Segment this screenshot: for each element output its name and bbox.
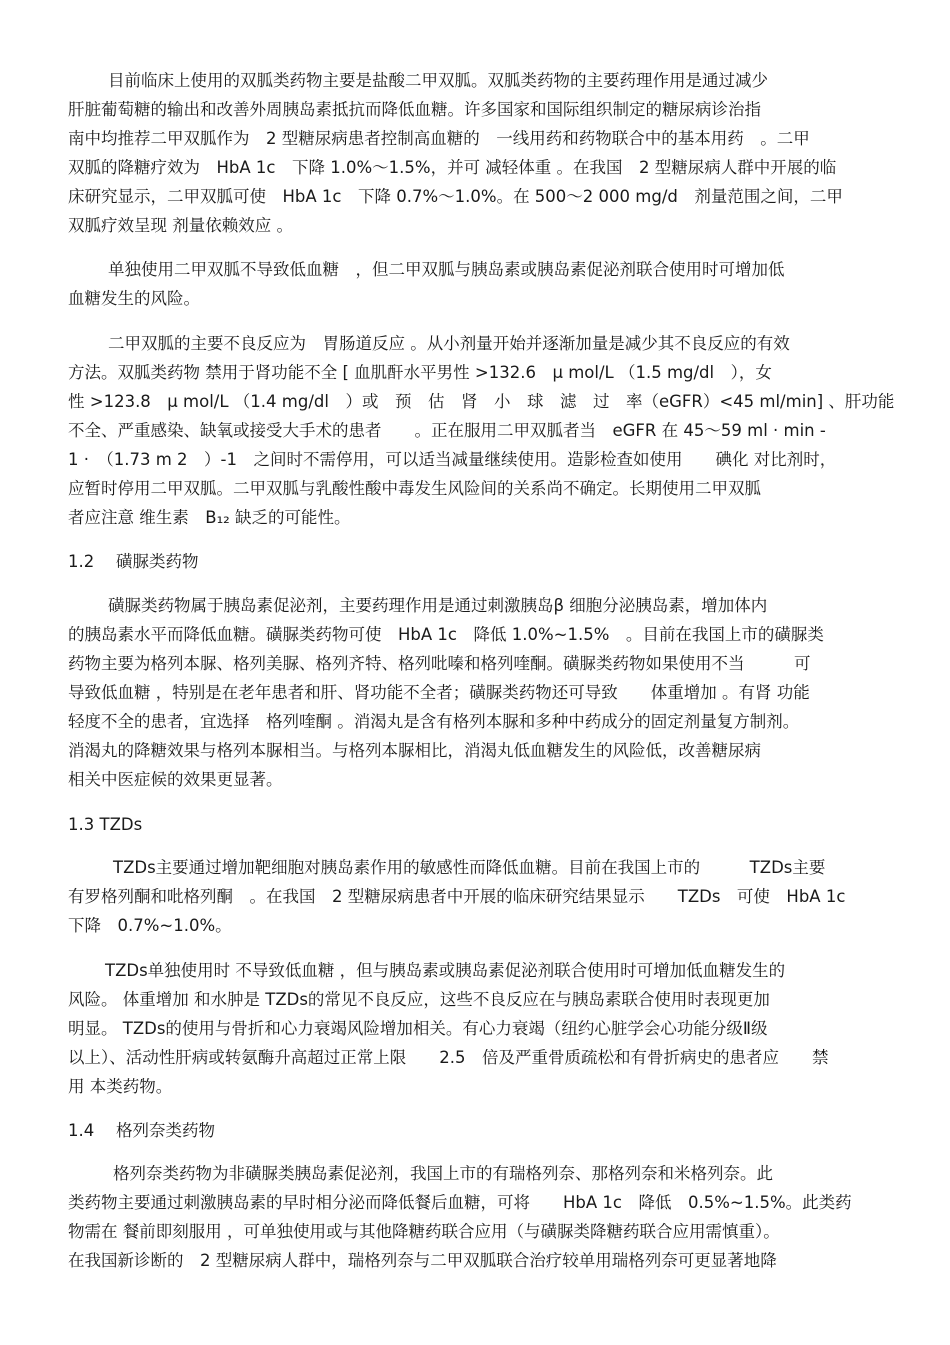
text-line: TZDs单独使用时 不导致低血糖 ，但与胰岛素或胰岛素促泌剂联合使用时可增加低血糖发生的 [105, 961, 786, 980]
text-line: 明显。 TZDs的使用与骨折和心力衰竭风险增加相关。有心力衰竭（纽约心脏学会心功能分级Ⅱ级 [68, 1019, 768, 1038]
text-line: 磺脲类药物属于胰岛素促泌剂，主要药理作用是通过刺激胰岛β 细胞分泌胰岛素，增加体内 [108, 596, 768, 615]
text-line: 双胍疗效呈现 剂量依赖效应 。 [68, 216, 293, 235]
text-line: 床研究显示，二甲双胍可使 HbA 1c 下降 0.7%～1.0%。在 500～2 000 mg/d 剂量范围之间，二甲 [68, 187, 843, 206]
text-line: 以上）、活动性肝病或转氨酶升高超过正常上限 2.5 倍及严重骨质疏松和有骨折病史的患者应 禁 [68, 1048, 829, 1067]
section-heading-tzds: 1.3 TZDs [68, 815, 143, 834]
text-line: 导致低血糖 ，特别是在老年患者和肝、肾功能不全者；磺脲类药物还可导致 体重增加 。有肾 功能 [68, 683, 810, 702]
text-line: 单独使用二甲双胍不导致低血糖 ，但二甲双胍与胰岛素或胰岛素促泌剂联合使用时可增加低 [108, 260, 785, 279]
text-line: 类药物主要通过刺激胰岛素的早时相分泌而降低餐后血糖，可将 HbA 1c 降低 0.5%~1.5%。此类药 [68, 1193, 852, 1212]
text-line: 肝脏葡萄糖的输出和改善外周胰岛素抵抗而降低血糖。许多国家和国际组织制定的糖尿病诊治指 [68, 100, 761, 119]
section-heading-sulfonylureas: 1.2 磺脲类药物 [68, 552, 199, 571]
text-line: 消渴丸的降糖效果与格列本脲相当。与格列本脲相比，消渴丸低血糖发生的风险低，改善糖尿病 [68, 741, 761, 760]
text-line: 物需在 餐前即刻服用 ，可单独使用或与其他降糖药联合应用（与磺脲类降糖药联合应用需慎重）。 [68, 1222, 780, 1241]
text-line: 下降 0.7%~1.0%。 [68, 916, 232, 935]
text-line: 方法。双胍类药物 禁用于肾功能不全 [ 血肌酐水平男性 >132.6 μ mol/L （1.5 mg/dl ），女 [68, 363, 772, 382]
text-line: 1 · （1.73 m 2 ）-1 之间时不需停用，可以适当减量继续使用。造影检查如使用 碘化 对比剂时， [68, 450, 837, 469]
text-line: 二甲双胍的主要不良反应为 胃肠道反应 。从小剂量开始并逐渐加量是减少其不良反应的有效 [108, 334, 790, 353]
text-line: 轻度不全的患者，宜选择 格列喹酮 。消渴丸是含有格列本脲和多种中药成分的固定剂量复方制剂。 [68, 712, 800, 731]
text-line: 双胍的降糖疗效为 HbA 1c 下降 1.0%～1.5%，并可 减轻体重 。在我国 2 型糖尿病人群中开展的临 [68, 158, 837, 177]
text-line: 用 本类药物。 [68, 1077, 173, 1096]
text-line: 应暂时停用二甲双胍。二甲双胍与乳酸性酸中毒发生风险间的关系尚不确定。长期使用二甲双胍 [68, 479, 761, 498]
text-line: 药物主要为格列本脲、格列美脲、格列齐特、格列吡嗪和格列喹酮。磺脲类药物如果使用不当 可 [68, 654, 811, 673]
text-line: 相关中医症候的效果更显著。 [68, 770, 283, 789]
text-line: 目前临床上使用的双胍类药物主要是盐酸二甲双胍。双胍类药物的主要药理作用是通过减少 [108, 71, 768, 90]
section-heading-glinides: 1.4 格列奈类药物 [68, 1121, 215, 1140]
text-line: 在我国新诊断的 2 型糖尿病人群中，瑞格列奈与二甲双胍联合治疗较单用瑞格列奈可更显著地降 [68, 1251, 777, 1270]
text-line: 风险。 体重增加 和水肿是 TZDs的常见不良反应，这些不良反应在与胰岛素联合使用时表现更加 [68, 990, 770, 1009]
text-line: TZDs主要通过增加靶细胞对胰岛素作用的敏感性而降低血糖。目前在我国上市的 TZDs主要 [113, 858, 826, 877]
text-line: 有罗格列酮和吡格列酮 。在我国 2 型糖尿病患者中开展的临床研究结果显示 TZDs 可使 HbA 1c [68, 887, 846, 906]
text-line: 性 >123.8 μ mol/L （1.4 mg/dl ）或 预 估 肾 小 球 滤 过 率（eGFR）<45 ml/min] 、肝功能 [68, 392, 895, 411]
text-line: 的胰岛素水平而降低血糖。磺脲类药物可使 HbA 1c 降低 1.0%~1.5% 。目前在我国上市的磺脲类 [68, 625, 824, 644]
text-line: 不全、严重感染、缺氧或接受大手术的患者 。正在服用二甲双胍者当 eGFR 在 45～59 ml · min - [68, 421, 826, 440]
text-line: 南中均推荐二甲双胍作为 2 型糖尿病患者控制高血糖的 一线用药和药物联合中的基本用药 。二甲 [68, 129, 810, 148]
text-line: 血糖发生的风险。 [68, 289, 200, 308]
text-line: 者应注意 维生素 B₁₂ 缺乏的可能性。 [68, 508, 351, 527]
text-line: 格列奈类药物为非磺脲类胰岛素促泌剂，我国上市的有瑞格列奈、那格列奈和米格列奈。此 [113, 1164, 773, 1183]
